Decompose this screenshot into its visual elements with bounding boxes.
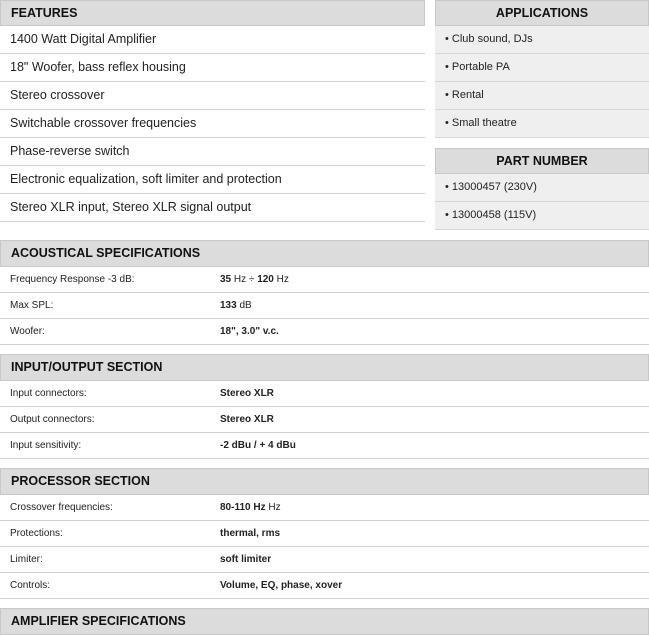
section-header: ACOUSTICAL SPECIFICATIONS <box>0 240 649 267</box>
spec-row <box>0 293 649 319</box>
spec-label: Input sensitivity: <box>10 440 82 451</box>
spec-label: Crossover frequencies: <box>10 502 113 513</box>
spec-row <box>0 433 649 459</box>
applications-header: APPLICATIONS <box>435 0 649 26</box>
spec-value: -2 dBu / + 4 dBu <box>220 440 296 451</box>
feature-item: Stereo XLR input, Stereo XLR signal output <box>0 194 425 222</box>
spec-label: Frequency Response -3 dB: <box>10 274 135 285</box>
part-number-item: • 13000458 (115V) <box>435 202 649 230</box>
application-item: • Portable PA <box>435 54 649 82</box>
section-header: INPUT/OUTPUT SECTION <box>0 354 649 381</box>
spec-row <box>0 495 649 521</box>
spec-label: Limiter: <box>10 554 43 565</box>
spec-row <box>0 547 649 573</box>
application-item: • Club sound, DJs <box>435 26 649 54</box>
spec-value: Volume, EQ, phase, xover <box>220 580 343 591</box>
spec-value: thermal, rms <box>220 528 281 539</box>
spec-value <box>220 495 281 521</box>
section-header: PROCESSOR SECTION <box>0 468 649 495</box>
part-number-item: • 13000457 (230V) <box>435 174 649 202</box>
spec-value: 18", 3.0" v.c. <box>220 326 279 337</box>
spec-value: Stereo XLR <box>220 388 274 399</box>
spec-value: soft limiter <box>220 554 272 565</box>
spec-row <box>0 381 649 407</box>
feature-item: Phase-reverse switch <box>0 138 425 166</box>
spec-row <box>0 573 649 599</box>
feature-item: Switchable crossover frequencies <box>0 110 425 138</box>
features-header: FEATURES <box>0 0 425 26</box>
spec-row <box>0 319 649 345</box>
spec-value: Stereo XLR <box>220 414 274 425</box>
processor-section <box>0 468 649 599</box>
spec-unit: dB <box>239 300 252 311</box>
spec-value <box>220 267 289 293</box>
feature-item: 18" Woofer, bass reflex housing <box>0 54 425 82</box>
spec-unit: Hz <box>276 274 289 285</box>
spec-row <box>0 521 649 547</box>
spec-value <box>220 293 252 319</box>
spec-value-number: 35 <box>220 274 232 285</box>
spec-unit: Hz <box>268 502 281 513</box>
feature-item: Stereo crossover <box>0 82 425 110</box>
spec-label: Output connectors: <box>10 414 95 425</box>
spec-label: Protections: <box>10 528 63 539</box>
spec-value-number: 120 <box>257 274 274 285</box>
spec-row <box>0 407 649 433</box>
part-number-header: PART NUMBER <box>435 148 649 174</box>
part-number-panel <box>435 148 649 230</box>
section-header: AMPLIFIER SPECIFICATIONS <box>0 608 649 635</box>
spec-value-number: 80-110 Hz <box>220 502 266 513</box>
feature-item: 1400 Watt Digital Amplifier <box>0 26 425 54</box>
application-item: • Small theatre <box>435 110 649 138</box>
input-output-section <box>0 354 649 459</box>
applications-panel <box>435 0 649 138</box>
acoustical-specifications-section <box>0 240 649 345</box>
features-panel <box>0 0 425 222</box>
spec-unit: Hz ÷ <box>233 274 255 285</box>
spec-label: Max SPL: <box>10 300 54 311</box>
application-item: • Rental <box>435 82 649 110</box>
spec-value-number: 133 <box>220 300 237 311</box>
feature-item: Electronic equalization, soft limiter and protection <box>0 166 425 194</box>
spec-label: Woofer: <box>10 326 45 337</box>
spec-label: Input connectors: <box>10 388 87 399</box>
spec-row <box>0 267 649 293</box>
spec-label: Controls: <box>10 580 51 591</box>
amplifier-specifications-section <box>0 608 649 635</box>
